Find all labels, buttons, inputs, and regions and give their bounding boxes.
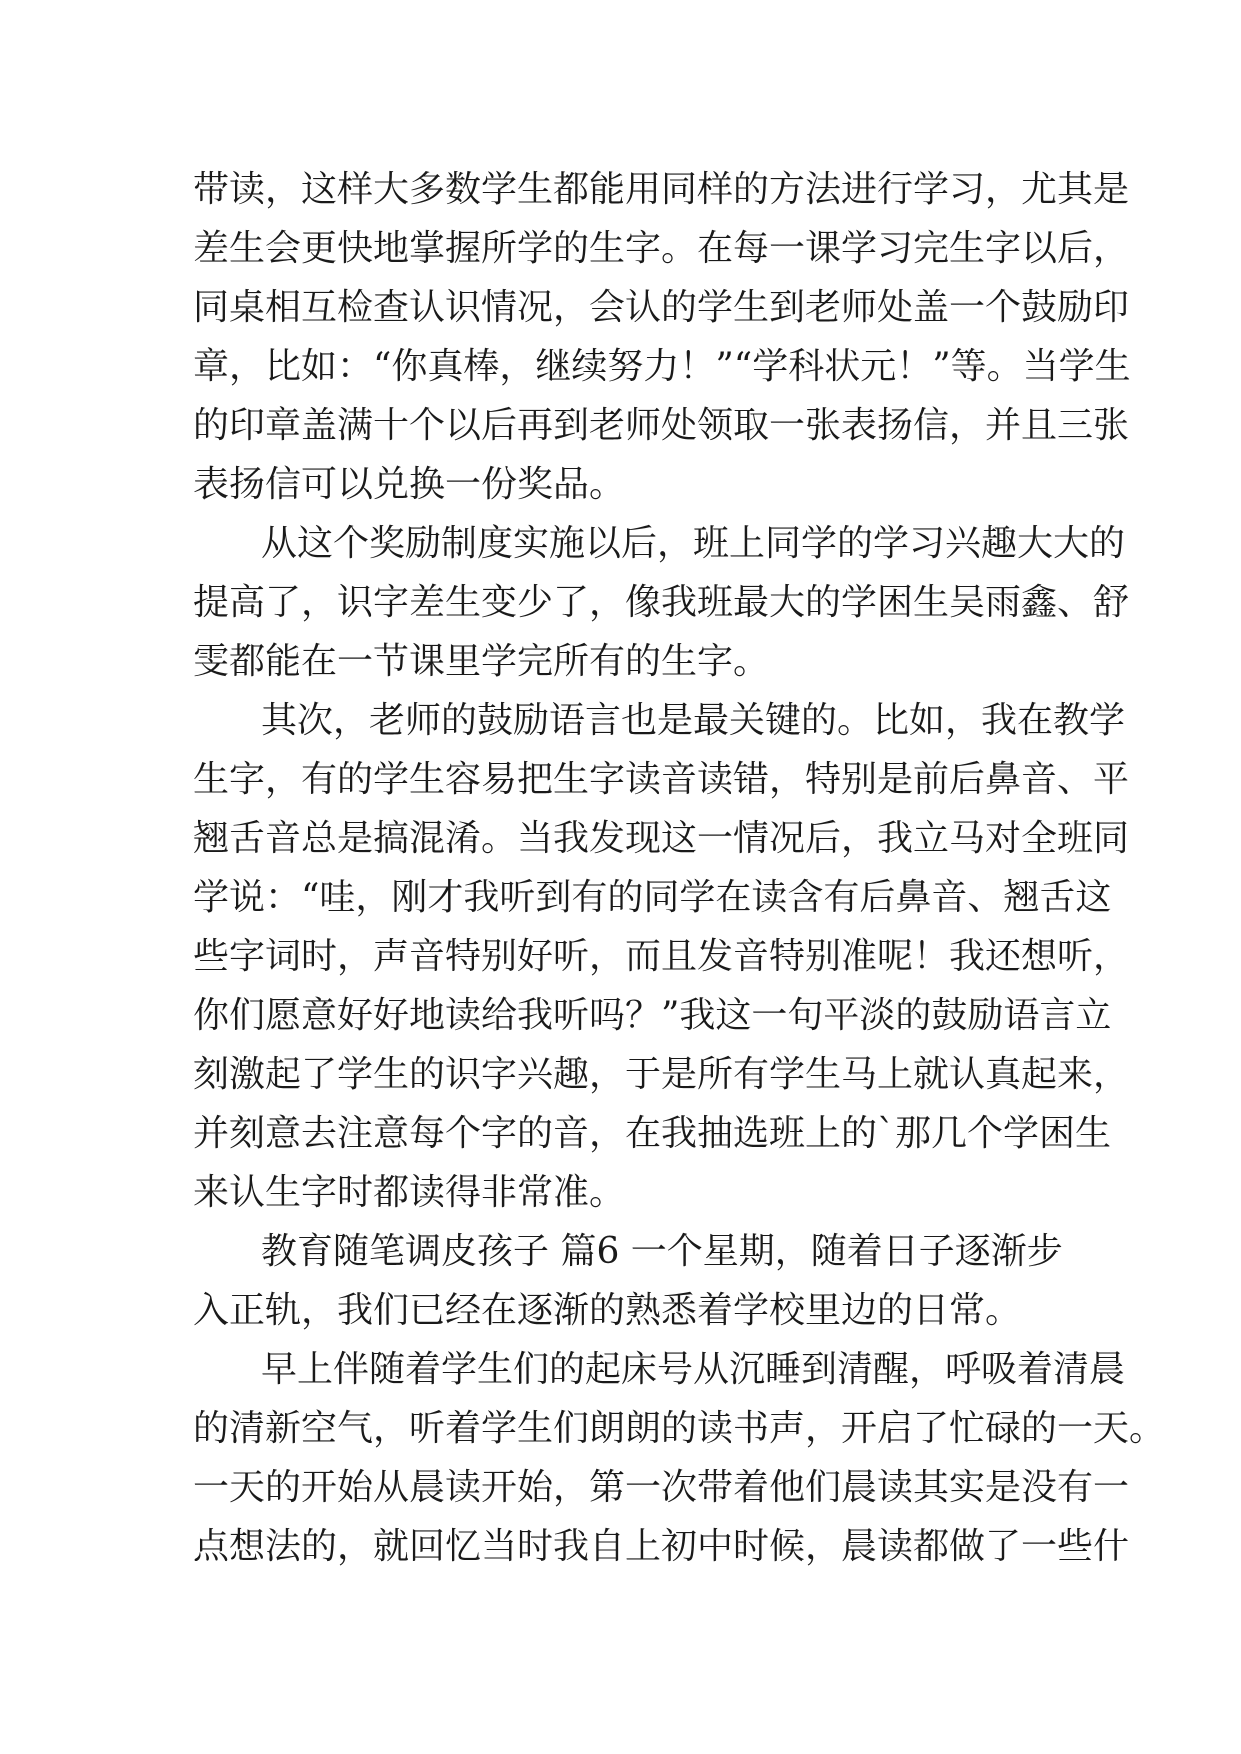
text-line: 表扬信可以兑换一份奖品。 — [193, 464, 626, 505]
text-line: 雯都能在一节课里学完所有的生字。 — [193, 641, 770, 682]
text-line: 差生会更快地掌握所学的生字。在每一课学习完生字以后， — [193, 228, 1130, 269]
text-line: 的印章盖满十个以后再到老师处领取一张表扬信，并且三张 — [193, 405, 1130, 446]
text-line: 章，比如：“你真棒，继续努力！”“学科状元！”等。当学生 — [193, 346, 1131, 387]
text-line: 早上伴随着学生们的起床号从沉睡到清醒，呼吸着清晨 — [261, 1349, 1126, 1390]
text-line: 来认生字时都读得非常准。 — [193, 1172, 626, 1213]
paragraph — [193, 514, 1130, 691]
paragraph — [193, 691, 1130, 1222]
text-line: 学说：“哇，刚才我听到有的同学在读含有后鼻音、翘舌这 — [193, 877, 1112, 918]
paragraph — [193, 1222, 1063, 1340]
paragraph — [193, 1340, 1166, 1576]
text-line: 刻激起了学生的识字兴趣，于是所有学生马上就认真起来， — [193, 1054, 1130, 1095]
text-line: 教育随笔调皮孩子 篇6 一个星期，随着日子逐渐步 — [261, 1231, 1063, 1272]
text-line: 并刻意去注意每个字的音，在我抽选班上的`那几个学困生 — [193, 1113, 1112, 1154]
text-line: 点想法的，就回忆当时我自上初中时候，晨读都做了一些什 — [193, 1526, 1130, 1567]
text-line: 你们愿意好好地读给我听吗？”我这一句平淡的鼓励语言立 — [193, 995, 1112, 1036]
text-line: 同桌相互检查认识情况，会认的学生到老师处盖一个鼓励印 — [193, 287, 1130, 328]
body-text — [193, 160, 1166, 1576]
text-line: 些字词时，声音特别好听，而且发音特别准呢！我还想听， — [193, 936, 1130, 977]
text-line: 其次，老师的鼓励语言也是最关键的。比如，我在教学 — [261, 700, 1126, 741]
text-line: 翘舌音总是搞混淆。当我发现这一情况后，我立马对全班同 — [193, 818, 1130, 859]
text-line: 生字，有的学生容易把生字读音读错，特别是前后鼻音、平 — [193, 759, 1130, 800]
text-line: 入正轨，我们已经在逐渐的熟悉着学校里边的日常。 — [193, 1290, 1022, 1331]
text-line: 的清新空气，听着学生们朗朗的读书声，开启了忙碌的一天。 — [193, 1408, 1166, 1449]
text-line: 提高了，识字差生变少了，像我班最大的学困生吴雨鑫、舒 — [193, 582, 1130, 623]
text-line: 一天的开始从晨读开始，第一次带着他们晨读其实是没有一 — [193, 1467, 1130, 1508]
text-line: 带读，这样大多数学生都能用同样的方法进行学习，尤其是 — [193, 169, 1130, 210]
paragraph — [193, 160, 1131, 514]
text-line: 从这个奖励制度实施以后，班上同学的学习兴趣大大的 — [261, 523, 1126, 564]
